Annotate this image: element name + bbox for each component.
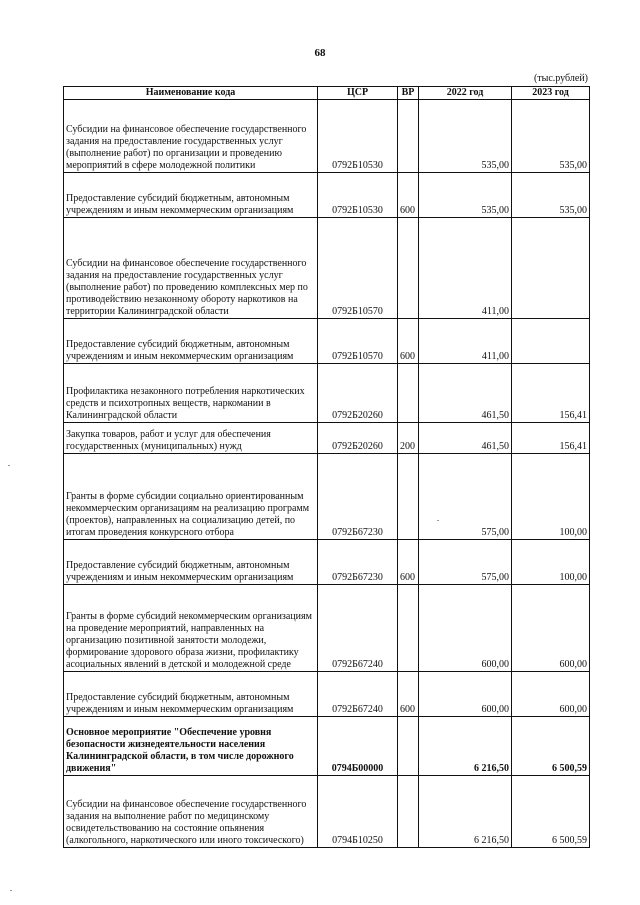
scan-speck [10, 890, 12, 891]
row-2022: 6 216,50 [419, 717, 512, 776]
row-name: Предоставление субсидий бюджетным, автономным учреждениям и иным некоммерческим организациям [64, 319, 318, 364]
row-csr: 0792Б10530 [318, 100, 398, 173]
row-2022: 411,00 [419, 319, 512, 364]
page-number: 68 [314, 47, 326, 59]
row-2023: 100,00 [512, 454, 590, 540]
row-2023: 600,00 [512, 672, 590, 717]
row-2022: 6 216,50 [419, 776, 512, 848]
row-vr: 600 [398, 319, 419, 364]
row-name: Гранты в форме субсидий некоммерческим организациям на проведение мероприятий, направленных на организацию позитивной занятости молодежи, формирование здорового образа жизни, профилактику асоциальных явлений в детской и молодежной среде [64, 585, 318, 672]
row-2022: 535,00 [419, 100, 512, 173]
row-2022: 575,00 [419, 454, 512, 540]
table-row [64, 717, 590, 776]
table-row [64, 454, 590, 540]
row-2022: 575,00 [419, 540, 512, 585]
row-name: Предоставление субсидий бюджетным, автономным учреждениям и иным некоммерческим организациям [64, 540, 318, 585]
row-2022: 411,00 [419, 218, 512, 319]
row-2023: 156,41 [512, 423, 590, 454]
row-csr: 0792Б20260 [318, 364, 398, 423]
row-vr [398, 100, 419, 173]
header-name: Наименование кода [64, 87, 318, 100]
units-note: (тыс.рублей) [533, 73, 588, 84]
table-row [64, 540, 590, 585]
row-csr: 0792Б10530 [318, 173, 398, 218]
row-name: Предоставление субсидий бюджетным, автономным учреждениям и иным некоммерческим организациям [64, 173, 318, 218]
row-vr: 600 [398, 672, 419, 717]
row-csr: 0792Б20260 [318, 423, 398, 454]
row-2022: 461,50 [419, 364, 512, 423]
table-row [64, 776, 590, 848]
row-2023: 600,00 [512, 585, 590, 672]
table-row [64, 218, 590, 319]
row-2023: 156,41 [512, 364, 590, 423]
row-name: Субсидии на финансовое обеспечение государственного задания на выполнение работ по медицинскому освидетельствованию на состояние опьянения (алкогольного, наркотического или иного токсического) [64, 776, 318, 848]
table-row [64, 319, 590, 364]
row-csr: 0792Б67240 [318, 585, 398, 672]
header-csr: ЦСР [318, 87, 398, 100]
row-name: Субсидии на финансовое обеспечение государственного задания на предоставление государственных услуг (выполнение работ) по организации и проведению мероприятий в сфере молодежной политики [64, 100, 318, 173]
row-vr: 600 [398, 540, 419, 585]
row-csr: 0792Б67240 [318, 672, 398, 717]
table-row [64, 100, 590, 173]
row-2023: 535,00 [512, 100, 590, 173]
row-name: Гранты в форме субсидии социально ориентированным некоммерческим организациям на реализацию программ (проектов), направленных на социализацию детей, по итогам проведения конкурсного отбора [64, 454, 318, 540]
header-vr: ВР [398, 87, 419, 100]
row-name: Профилактика незаконного потребления наркотических средств и психотропных веществ, наркомании в Калининградской области [64, 364, 318, 423]
row-csr: 0794Б10250 [318, 776, 398, 848]
table-header-row [64, 87, 590, 100]
scan-speck [8, 465, 10, 466]
table-row [64, 173, 590, 218]
row-2023 [512, 218, 590, 319]
scan-speck [437, 520, 439, 521]
row-2023: 6 500,59 [512, 776, 590, 848]
row-2022: 600,00 [419, 672, 512, 717]
row-2023: 535,00 [512, 173, 590, 218]
row-vr [398, 454, 419, 540]
table-row [64, 672, 590, 717]
row-vr: 200 [398, 423, 419, 454]
row-2022: 461,50 [419, 423, 512, 454]
header-2022: 2022 год [419, 87, 512, 100]
row-vr: 600 [398, 173, 419, 218]
table-row [64, 364, 590, 423]
row-csr: 0794Б00000 [318, 717, 398, 776]
budget-table [63, 86, 590, 848]
row-vr [398, 776, 419, 848]
row-name: Основное мероприятие "Обеспечение уровня безопасности жизнедеятельности населения Калининградской области, в том числе дорожного движения" [64, 717, 318, 776]
row-vr [398, 717, 419, 776]
row-vr [398, 218, 419, 319]
row-2022: 600,00 [419, 585, 512, 672]
row-csr: 0792Б67230 [318, 540, 398, 585]
row-csr: 0792Б67230 [318, 454, 398, 540]
table-row [64, 423, 590, 454]
row-vr [398, 364, 419, 423]
header-2023: 2023 год [512, 87, 590, 100]
row-name: Предоставление субсидий бюджетным, автономным учреждениям и иным некоммерческим организациям [64, 672, 318, 717]
row-vr [398, 585, 419, 672]
row-2023: 100,00 [512, 540, 590, 585]
row-csr: 0792Б10570 [318, 319, 398, 364]
table-row [64, 585, 590, 672]
row-2023 [512, 319, 590, 364]
row-2023: 6 500,59 [512, 717, 590, 776]
row-name: Субсидии на финансовое обеспечение государственного задания на предоставление государственных услуг (выполнение работ) по проведению комплексных мер по противодействию незаконному обороту наркотиков на территории Калининградской области [64, 218, 318, 319]
row-name: Закупка товаров, работ и услуг для обеспечения государственных (муниципальных) нужд [64, 423, 318, 454]
row-csr: 0792Б10570 [318, 218, 398, 319]
row-2022: 535,00 [419, 173, 512, 218]
